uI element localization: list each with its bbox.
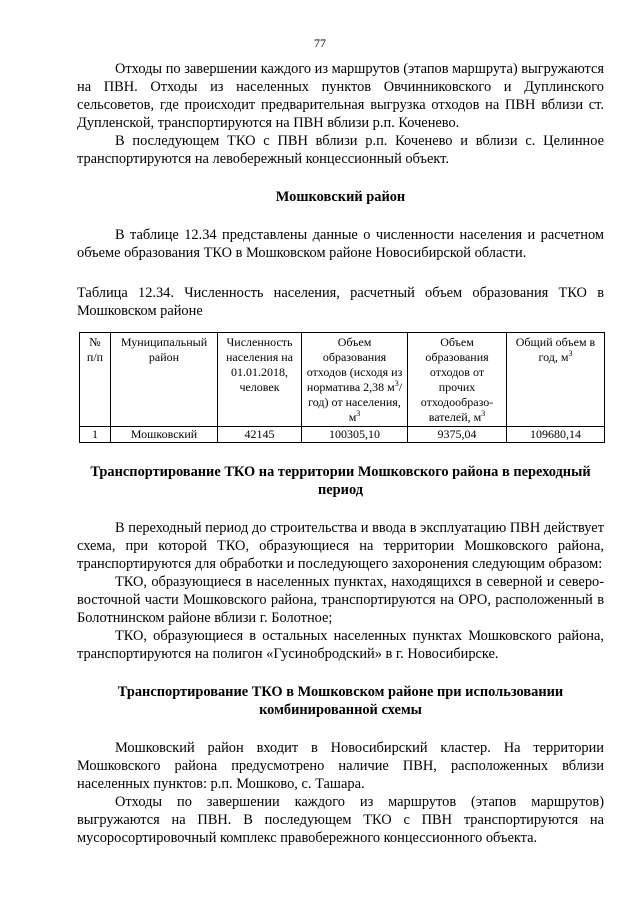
header-district: Муниципальный район bbox=[111, 333, 218, 427]
paragraph: ТКО, образующиеся в населенных пунктах, находящихся в северной и северо-восточной части Мошковского района, транспортируются на ОРО, расположенный в Болотнинском районе вблизи г. Болотное; bbox=[77, 574, 604, 626]
section-heading: Мошковский район bbox=[275, 189, 406, 205]
table-caption: Таблица 12.34. Численность населения, расчетный объем образования ТКО в Мошковском районе bbox=[77, 285, 604, 319]
table-header-row bbox=[80, 333, 605, 427]
paragraph: ТКО, образующиеся в остальных населенных пунктах Мошковского района, транспортируются на полигон «Гусинобродский» в г. Новосибирске. bbox=[77, 628, 604, 662]
header-volume-other: Объем образования отходов от прочих отходообразо-вателей, $м^3$ bbox=[408, 333, 507, 427]
section-heading: Транспортирование ТКО на территории Мошковского района в переходный период bbox=[90, 464, 591, 498]
paragraph: Отходы по завершении каждого из маршрутов (этапов маршрута) выгружаются на ПВН. Отходы из населенных пунктов Овчинниковского и Дуплинского сельсоветов, где происходит предварительная выгрузка отходов на ПВН вблизи ст. Дупленской, транспортируются на ПВН вблизи р.п. Коченево. bbox=[77, 61, 604, 131]
paragraph: Отходы по завершении каждого из маршрутов (этапов маршрутов) выгружаются на ПВН. В последующем ТКО с ПВН транспортируются на мусоросортировочный комплекс правобережного концессионного объекта. bbox=[77, 794, 604, 846]
cell-volume-norm: 100305,10 bbox=[302, 427, 408, 443]
page-content bbox=[77, 60, 604, 847]
table-row bbox=[80, 427, 605, 443]
paragraph: Мошковский район входит в Новосибирский кластер. На территории Мошковского района предусмотрено наличие ПВН, расположенных вблизи населенных пунктов: р.п. Мошково, с. Ташара. bbox=[77, 740, 604, 792]
population-waste-table bbox=[79, 332, 605, 443]
cell-volume-other: 9375,04 bbox=[408, 427, 507, 443]
cell-total: 109680,14 bbox=[507, 427, 605, 443]
paragraph: В переходный период до строительства и ввода в эксплуатацию ПВН действует схема, при которой ТКО, образующиеся на территории Мошковского района, транспортируются для обработки и последующего захоронения следующим образом: bbox=[77, 520, 604, 572]
section-heading: Транспортирование ТКО в Мошковском районе при использовании комбинированной схемы bbox=[117, 684, 564, 718]
header-num: № п/п bbox=[80, 333, 111, 427]
header-population: Численность населения на 01.01.2018, человек bbox=[218, 333, 302, 427]
cell-num: 1 bbox=[80, 427, 111, 443]
header-total: Общий объем в год, $м^3$ bbox=[507, 333, 605, 427]
paragraph: В последующем ТКО с ПВН вблизи р.п. Коченево и вблизи с. Целинное транспортируются на левобережный концессионный объект. bbox=[77, 133, 604, 167]
page-number: 77 bbox=[314, 36, 326, 50]
header-volume-norm: Объем образования отходов (исходя из норматива 2,38 $м^3/год$) от населения, $м^3$ bbox=[302, 333, 408, 427]
paragraph: В таблице 12.34 представлены данные о численности населения и расчетном объеме образования ТКО в Мошковском районе Новосибирской области. bbox=[77, 227, 604, 261]
cell-district: Мошковский bbox=[111, 427, 218, 443]
cell-population: 42145 bbox=[218, 427, 302, 443]
